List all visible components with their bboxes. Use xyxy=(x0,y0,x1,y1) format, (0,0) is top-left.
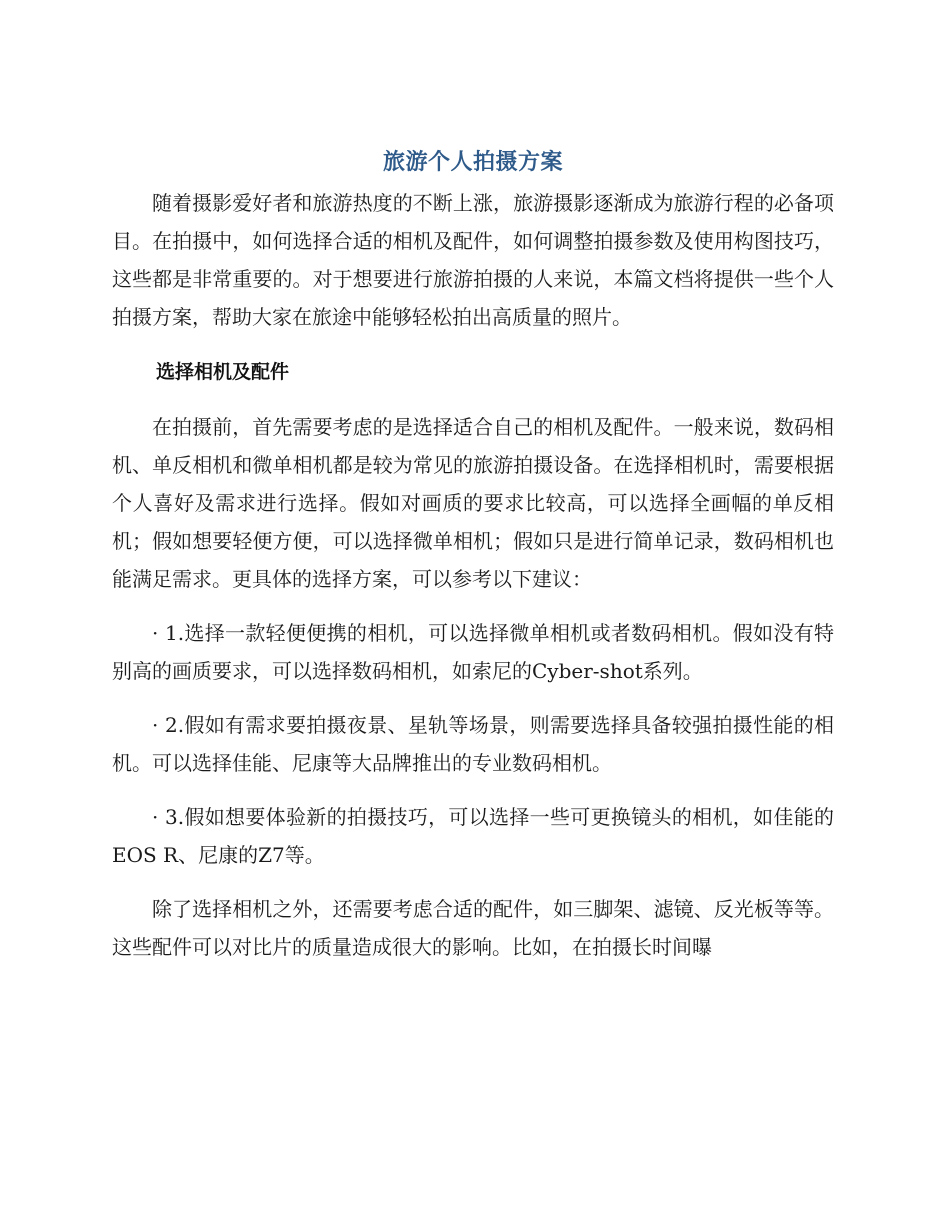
intro-paragraph: 随着摄影爱好者和旅游热度的不断上涨，旅游摄影逐渐成为旅游行程的必备项目。在拍摄中，如何选择合适的相机及配件，如何调整拍摄参数及使用构图技巧，这些都是非常重要的。对于想要进行旅游拍摄的人来说，本篇文档将提供一些个人拍摄方案，帮助大家在旅途中能够轻松拍出高质量的照片。 xyxy=(112,191,834,329)
bullet-item-2: · 2.假如有需求要拍摄夜景、星轨等场景，则需要选择具备较强拍摄性能的相机。可以选择佳能、尼康等大品牌推出的专业数码相机。 xyxy=(112,713,834,775)
camera-paragraph: 在拍摄前，首先需要考虑的是选择适合自己的相机及配件。一般来说，数码相机、单反相机和微单相机都是较为常见的旅游拍摄设备。在选择相机时，需要根据个人喜好及需求进行选择。假如对画质的要求比较高，可以选择全画幅的单反相机；假如想要轻便方便，可以选择微单相机；假如只是进行简单记录，数码相机也能满足需求。更具体的选择方案，可以参考以下建议： xyxy=(112,415,834,591)
document-body xyxy=(112,148,834,966)
accessories-paragraph: 除了选择相机之外，还需要考虑合适的配件，如三脚架、滤镜、反光板等等。这些配件可以对比片的质量造成很大的影响。比如，在拍摄长时间曝 xyxy=(112,897,834,959)
bullet-item-3: · 3.假如想要体验新的拍摄技巧，可以选择一些可更换镜头的相机，如佳能的EOS R、尼康的Z7等。 xyxy=(112,805,834,867)
document-title: 旅游个人拍摄方案 xyxy=(382,150,563,175)
bullet-item-1: · 1.选择一款轻便便携的相机，可以选择微单相机或者数码相机。假如没有特别高的画质要求，可以选择数码相机，如索尼的Cyber-shot系列。 xyxy=(112,621,834,683)
section-heading-camera: 选择相机及配件 xyxy=(156,361,290,383)
